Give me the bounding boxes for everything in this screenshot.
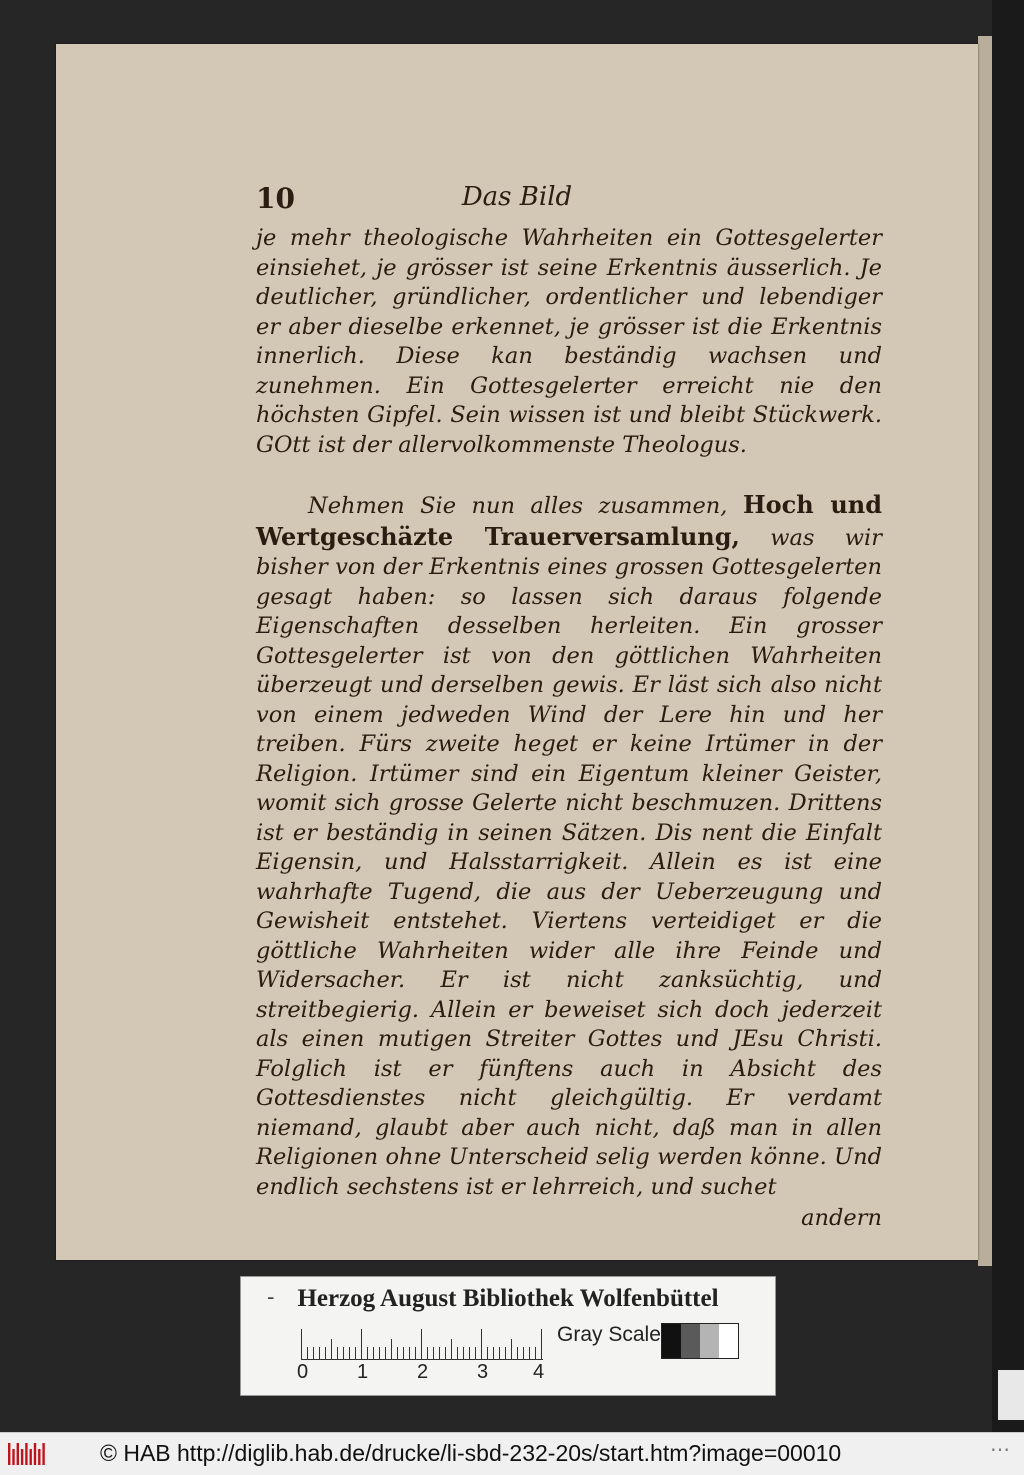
- logo-bar: [38, 1449, 40, 1465]
- page-edge: [978, 36, 992, 1266]
- label-mark: -: [267, 1285, 275, 1310]
- ruler-tick: [421, 1329, 422, 1359]
- footer-bar: [0, 1432, 1024, 1475]
- ruler-tick: [307, 1347, 308, 1359]
- ruler-tick: [523, 1347, 524, 1359]
- logo-bar: [34, 1443, 36, 1465]
- ruler-number: 4: [533, 1361, 545, 1383]
- logo-bar: [8, 1443, 10, 1465]
- address-emphasis: Hoch und Wertgeschäzte Trauerversamlung,: [256, 490, 883, 551]
- library-scale-label: [240, 1276, 776, 1396]
- ruler-tick: [337, 1347, 338, 1359]
- copyright-credit: © HAB http://diglib.hab.de/drucke/li-sbd-232-20s/start.htm?image=00010: [100, 1440, 842, 1466]
- ruler-tick: [451, 1339, 452, 1359]
- adjacent-label-lip: [998, 1370, 1024, 1420]
- running-head: [56, 182, 978, 222]
- ruler-tick: [367, 1347, 368, 1359]
- ruler-tick: [397, 1347, 398, 1359]
- ruler-tick: [541, 1329, 542, 1359]
- gray-patch: [719, 1324, 738, 1358]
- gray-patch: [700, 1324, 719, 1358]
- book-page: [56, 44, 978, 1260]
- ruler-tick: [505, 1347, 506, 1359]
- catchword: andern: [801, 1205, 882, 1231]
- paragraph-1: je mehr theologische Wahrheiten ein Gottesgelerter einsiehet, je grösser ist seine Erkentnis äusserlich. Je deutlicher, gründlicher, ordentlicher und lebendiger er aber dieselbe erkennet, je grösser ist die Erkentnis innerlich. Diese kan beständig wachsen und zunehmen. Ein Gottesgelerter erreicht nie den höchsten Gipfel. Sein wissen ist und bleibt Stückwerk. GOtt ist der allervolkommenste Theologus.: [256, 225, 882, 458]
- ruler-tick: [415, 1347, 416, 1359]
- ruler-tick: [535, 1347, 536, 1359]
- paragraph-2: [256, 490, 882, 1202]
- page-number: 10: [256, 182, 295, 215]
- ruler-tick: [403, 1347, 404, 1359]
- logo-bar: [17, 1443, 19, 1465]
- ruler-tick: [409, 1347, 410, 1359]
- ruler-tick: [343, 1347, 344, 1359]
- ruler-tick: [487, 1347, 488, 1359]
- ruler-number: 3: [477, 1361, 489, 1383]
- ruler-tick: [427, 1347, 428, 1359]
- body-text: [256, 224, 882, 1234]
- hab-logo-icon: [6, 1439, 48, 1469]
- ruler-number: 2: [417, 1361, 429, 1383]
- ruler-tick: [319, 1347, 320, 1359]
- ruler-tick: [301, 1329, 302, 1359]
- logo-bar: [21, 1449, 23, 1465]
- ruler-tick: [379, 1347, 380, 1359]
- logo-bar: [12, 1449, 14, 1465]
- ellipsis-icon[interactable]: ⋯: [990, 1437, 1010, 1461]
- gray-patch: [662, 1324, 681, 1358]
- ruler-tick: [481, 1329, 482, 1359]
- ruler-tick: [499, 1347, 500, 1359]
- ruler-tick: [391, 1339, 392, 1359]
- ruler-tick: [475, 1347, 476, 1359]
- centimeter-ruler: [301, 1329, 543, 1360]
- running-title: Das Bild: [461, 182, 573, 212]
- ruler-tick: [331, 1339, 332, 1359]
- logo-bar: [42, 1443, 44, 1465]
- ruler-tick: [361, 1329, 362, 1359]
- ruler-tick: [517, 1347, 518, 1359]
- ruler-tick: [511, 1339, 512, 1359]
- ruler-tick: [385, 1347, 386, 1359]
- ruler-tick: [529, 1347, 530, 1359]
- ruler-tick: [349, 1347, 350, 1359]
- ruler-tick: [469, 1347, 470, 1359]
- gray-scale-patches: [661, 1323, 739, 1359]
- gray-scale-label: Gray Scale: [557, 1323, 661, 1346]
- paragraph-2-rest: was wir bisher von der Erkentnis eines grossen Gottesgelerten gesagt haben: so lassen sich daraus folgende Eigenschaften desselben herleiten. Ein grosser Gottesgelerter ist von den göttlichen Wahrheiten überzeugt und derselben gewis. Er läst sich also nicht von einem jedweden Wind der Lere hin und her treiben. Fürs zweite heget er keine Irtümer in der Religion. Irtümer sind ein Eigentum kleiner Geister, womit sich grosse Gelerte nicht beschmuzen. Drittens ist er beständig in seinen Sätzen. Dis nent die Einfalt Eigensin, und Halsstarrigkeit. Allein es ist eine wahrhafte Tugend, die aus der Ueberzeugung und Gewisheit entstehet. Viertens verteidiget er die göttliche Wahrheiten wider alle ihre Feinde und Widersacher. Er ist nicht zanksüchtig, und streitbegierig. Allein er beweiset sich doch jederzeit als einen mutigen Streiter Gottes und JEsu Christi. Folglich ist er fünftens auch in Absicht des Gottesdienstes nicht gleichgültig. Er verdamt niemand, glaubt aber auch nicht, daß man in allen Religionen ohne Unterscheid selig werden könne. Und endlich sechstens ist er lehrreich, und suchet: [256, 524, 882, 1200]
- logo-bar: [25, 1443, 27, 1465]
- ruler-tick: [457, 1347, 458, 1359]
- ruler-tick: [445, 1347, 446, 1359]
- paragraph-2-start: Nehmen Sie nun alles zusammen,: [308, 493, 728, 519]
- ruler-tick: [313, 1347, 314, 1359]
- library-name: Herzog August Bibliothek Wolfenbüttel: [297, 1285, 719, 1312]
- ruler-number: 0: [297, 1361, 309, 1383]
- ruler-tick: [463, 1347, 464, 1359]
- gray-patch: [681, 1324, 700, 1358]
- ruler-tick: [433, 1347, 434, 1359]
- adjacent-page-strip: [992, 0, 1024, 1432]
- ruler-tick: [493, 1347, 494, 1359]
- logo-bar: [30, 1449, 32, 1465]
- ruler-tick: [355, 1347, 356, 1359]
- ruler-tick: [325, 1347, 326, 1359]
- ruler-tick: [439, 1347, 440, 1359]
- ruler-tick: [373, 1347, 374, 1359]
- ruler-number: 1: [357, 1361, 369, 1383]
